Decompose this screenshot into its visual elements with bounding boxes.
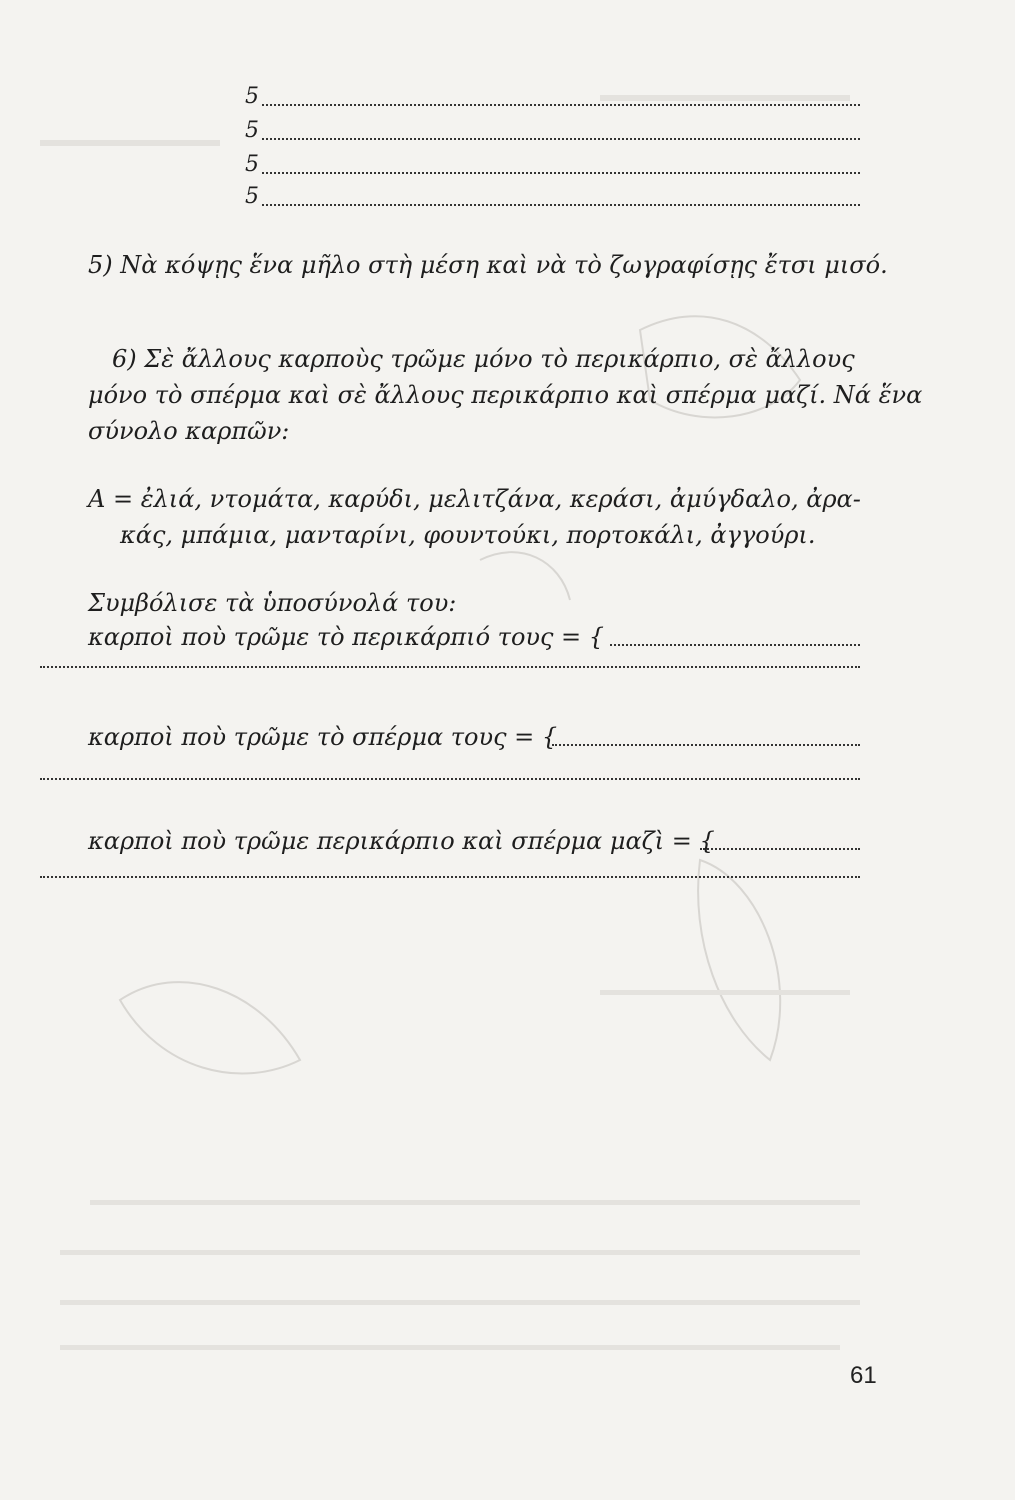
answer-line (262, 172, 860, 174)
subset-seed-label: καρποὶ ποὺ τρῶμε τὸ σπέρμα τους = { (88, 723, 558, 751)
list-number: 5 (245, 184, 259, 209)
list-number: 5 (245, 84, 259, 109)
question-6-line-2: μόνο τὸ σπέρμα καὶ σὲ ἄλλους περικάρπιο καὶ σπέρμα μαζί. Νά ἕνα (88, 381, 923, 409)
list-number: 5 (245, 152, 259, 177)
subset-seed-answer-continued[interactable] (40, 778, 860, 780)
subset-pericarp-answer-continued[interactable] (40, 666, 860, 668)
question-6-line-1: 6) Σὲ ἄλλους καρποὺς τρῶμε μόνο τὸ περικάρπιο, σὲ ἄλλους (112, 345, 855, 373)
question-5: 5) Νὰ κόψῃς ἕνα μῆλο στὴ μέση καὶ νὰ τὸ ζωγραφίσῃς ἔτσι μισό. (88, 251, 888, 279)
list-number: 5 (245, 118, 259, 143)
subset-pericarp-label: καρποὶ ποὺ τρῶμε τὸ περικάρπιό τους = { (88, 623, 605, 651)
subset-pericarp-answer[interactable] (610, 644, 860, 646)
set-a-line-2: κάς, μπάμια, μανταρίνι, φουντούκι, πορτοκάλι, ἀγγούρι. (120, 521, 816, 549)
answer-line (262, 138, 860, 140)
answer-line (262, 104, 860, 106)
set-a-line-1: Α = ἐλιά, ντομάτα, καρύδι, μελιτζάνα, κεράσι, ἀμύγδαλο, ἀρα- (88, 485, 861, 513)
symbolize-instruction: Συμβόλισε τὰ ὑποσύνολά του: (88, 589, 457, 617)
subset-both-answer-continued[interactable] (40, 876, 860, 878)
subset-both-answer[interactable] (700, 848, 860, 850)
subset-seed-answer[interactable] (552, 744, 860, 746)
answer-line (262, 204, 860, 206)
page-number: 61 (850, 1362, 877, 1389)
question-6-line-3: σύνολο καρπῶν: (88, 417, 290, 445)
subset-both-label: καρποὶ ποὺ τρῶμε περικάρπιο καὶ σπέρμα μαζὶ = { (88, 827, 715, 855)
